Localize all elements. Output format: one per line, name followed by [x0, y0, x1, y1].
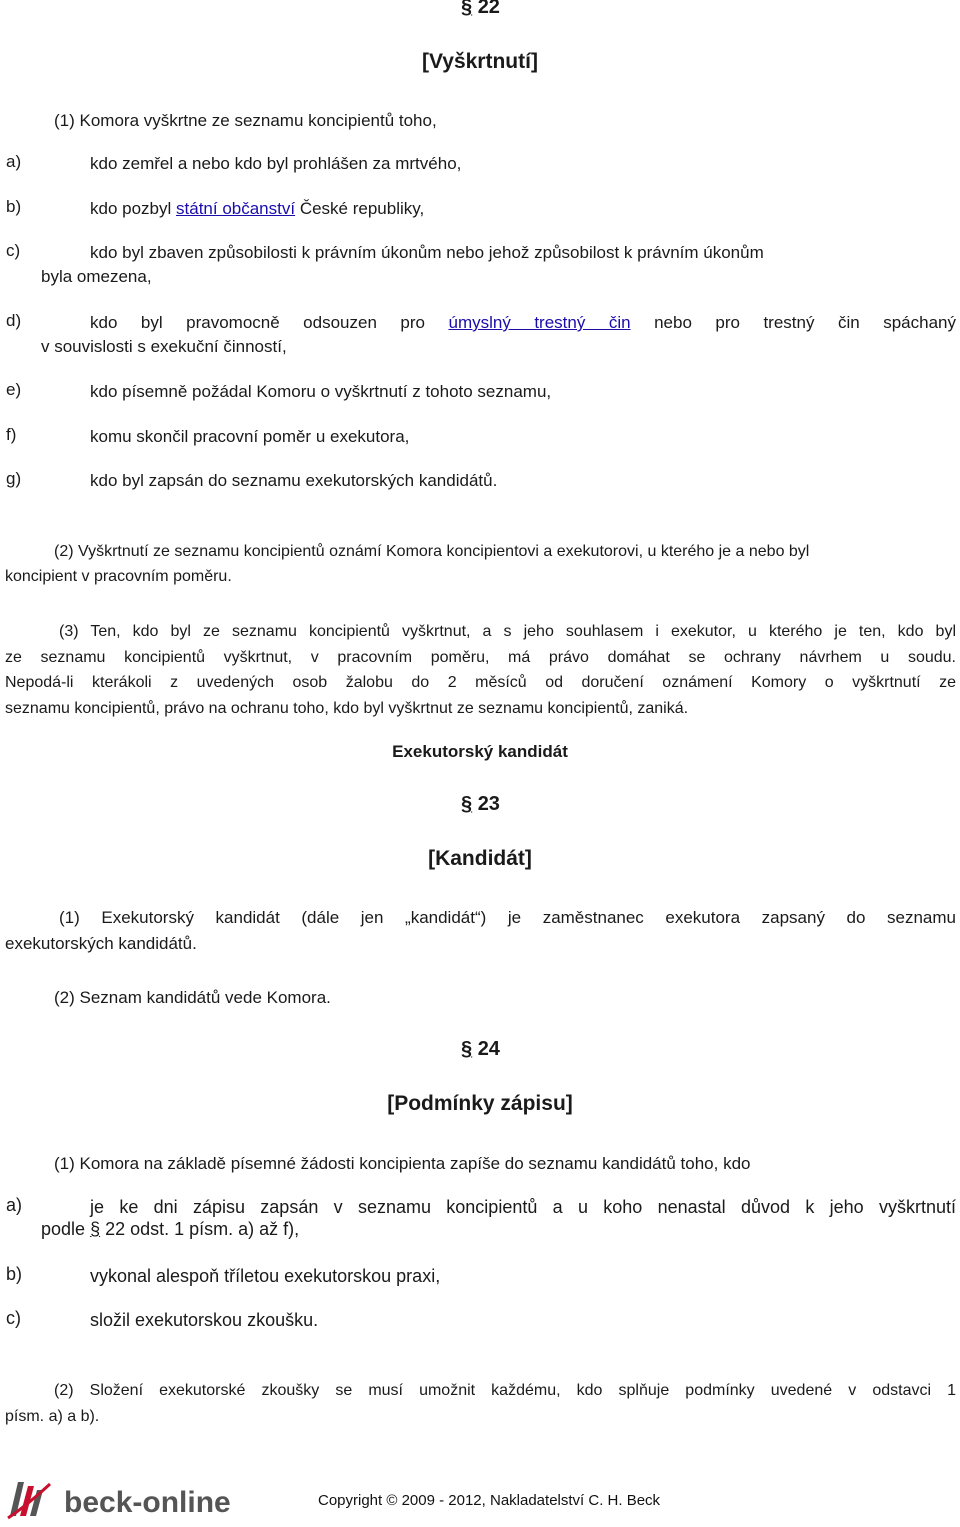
- list-item-text: komu skončil pracovní poměr u exekutora,: [90, 427, 410, 446]
- heading-exekutorsky-kandidat: Exekutorský kandidát: [392, 742, 568, 761]
- section-24-para-1-intro: (1) Komora na základě písemné žádosti koncipienta zapíše do seznamu kandidátů toho, kdo: [54, 1154, 751, 1173]
- logo-text: beck-online: [64, 1486, 231, 1519]
- beck-logo-icon: [6, 1476, 256, 1522]
- list-item-text: složil exekutorskou zkoušku.: [90, 1310, 319, 1330]
- beck-online-logo: [6, 1476, 256, 1522]
- list-item-label: c): [6, 241, 21, 260]
- section-24-para-2-line-1: (2) Složení exekutorské zkoušky se musí umožnit každému, kdo splňuje podmínky uvedené v odstavci 1: [54, 1382, 956, 1399]
- list-item-label: b): [6, 197, 22, 216]
- list-item-label: a): [6, 152, 22, 171]
- list-item-label: e): [6, 380, 22, 399]
- list-item-continuation: podle § 22 odst. 1 písm. a) až f),: [41, 1219, 300, 1239]
- section-23-para-1-line-2: exekutorských kandidátů.: [5, 934, 197, 953]
- list-item-label: a): [6, 1195, 23, 1215]
- list-item-label: d): [6, 311, 22, 330]
- list-item-text: kdo byl zbaven způsobilosti k právním úkonům nebo jehož způsobilost k právním úkonům: [90, 243, 764, 262]
- list-item-text: kdo byl pravomocně odsouzen pro úmyslný trestný čin nebo pro trestný čin spáchaný: [90, 313, 956, 332]
- section-22-title: [Vyškrtnutí]: [422, 50, 538, 73]
- section-22-number: § 22: [461, 0, 500, 18]
- list-item-label: f): [6, 425, 17, 444]
- list-item-text: vykonal alespoň tříletou exekutorskou praxi,: [90, 1266, 441, 1286]
- list-item-text: kdo pozbyl státní občanství České republiky,: [90, 199, 425, 218]
- section-23-para-1-line-1: (1) Exekutorský kandidát (dále jen „kandidát“) je zaměstnanec exekutora zapsaný do seznamu: [59, 908, 956, 927]
- section-23-para-2: (2) Seznam kandidátů vede Komora.: [54, 988, 331, 1007]
- section-22-para-3-line-1: (3) Ten, kdo byl ze seznamu koncipientů vyškrtnut, a s jeho souhlasem i exekutor, u kterého je ten, kdo byl: [59, 623, 956, 640]
- section-24-title: [Podmínky zápisu]: [387, 1092, 573, 1115]
- section-22-para-3-line-4: seznamu koncipientů, právo na ochranu toho, kdo byl vyškrtnut ze seznamu koncipientů, zaniká.: [5, 700, 689, 717]
- list-item-text: kdo písemně požádal Komoru o vyškrtnutí z tohoto seznamu,: [90, 382, 552, 401]
- list-item-label: c): [6, 1308, 21, 1328]
- list-item-continuation: v souvislosti s exekuční činností,: [41, 337, 287, 356]
- section-22-para-2-line-1: (2) Vyškrtnutí ze seznamu koncipientů oznámí Komora koncipientovi a exekutorovi, u kterého je a nebo byl: [54, 543, 810, 560]
- paragraph-sign: §: [90, 1219, 101, 1239]
- list-item-continuation: byla omezena,: [41, 267, 152, 286]
- section-23-title: [Kandidát]: [428, 847, 532, 870]
- list-item-text: kdo zemřel a nebo kdo byl prohlášen za mrtvého,: [90, 154, 462, 173]
- list-item-label: g): [6, 469, 22, 488]
- section-22-para-1-intro: (1) Komora vyškrtne ze seznamu koncipientů toho,: [54, 111, 437, 130]
- list-item-label: b): [6, 1264, 23, 1284]
- link-umyslny-trestny-cin[interactable]: úmyslný trestný čin: [448, 313, 631, 332]
- section-22-para-3-line-3: Nepodá-li kterákoli z uvedených osob žalobu do 2 měsíců od doručení oznámení Komory o vyškrtnutí ze: [5, 674, 956, 691]
- section-22-para-2-line-2: koncipient v pracovním poměru.: [5, 568, 232, 585]
- list-item-text: kdo byl zapsán do seznamu exekutorských kandidátů.: [90, 471, 498, 490]
- section-24-para-2-line-2: písm. a) a b).: [5, 1408, 100, 1425]
- section-23-number: § 23: [461, 793, 500, 815]
- section-24-number: § 24: [461, 1038, 500, 1060]
- section-22-para-3-line-2: ze seznamu koncipientů vyškrtnut, v pracovním poměru, má právo domáhat se ochrany návrhem u soudu.: [5, 649, 956, 666]
- list-item-text: je ke dni zápisu zapsán v seznamu koncipientů a u koho nenastal důvod k jeho vyškrtnutí: [90, 1197, 956, 1217]
- footer-copyright: Copyright © 2009 - 2012, Nakladatelství C. H. Beck: [318, 1492, 661, 1509]
- link-statni-obcanstvi[interactable]: státní občanství: [176, 199, 296, 218]
